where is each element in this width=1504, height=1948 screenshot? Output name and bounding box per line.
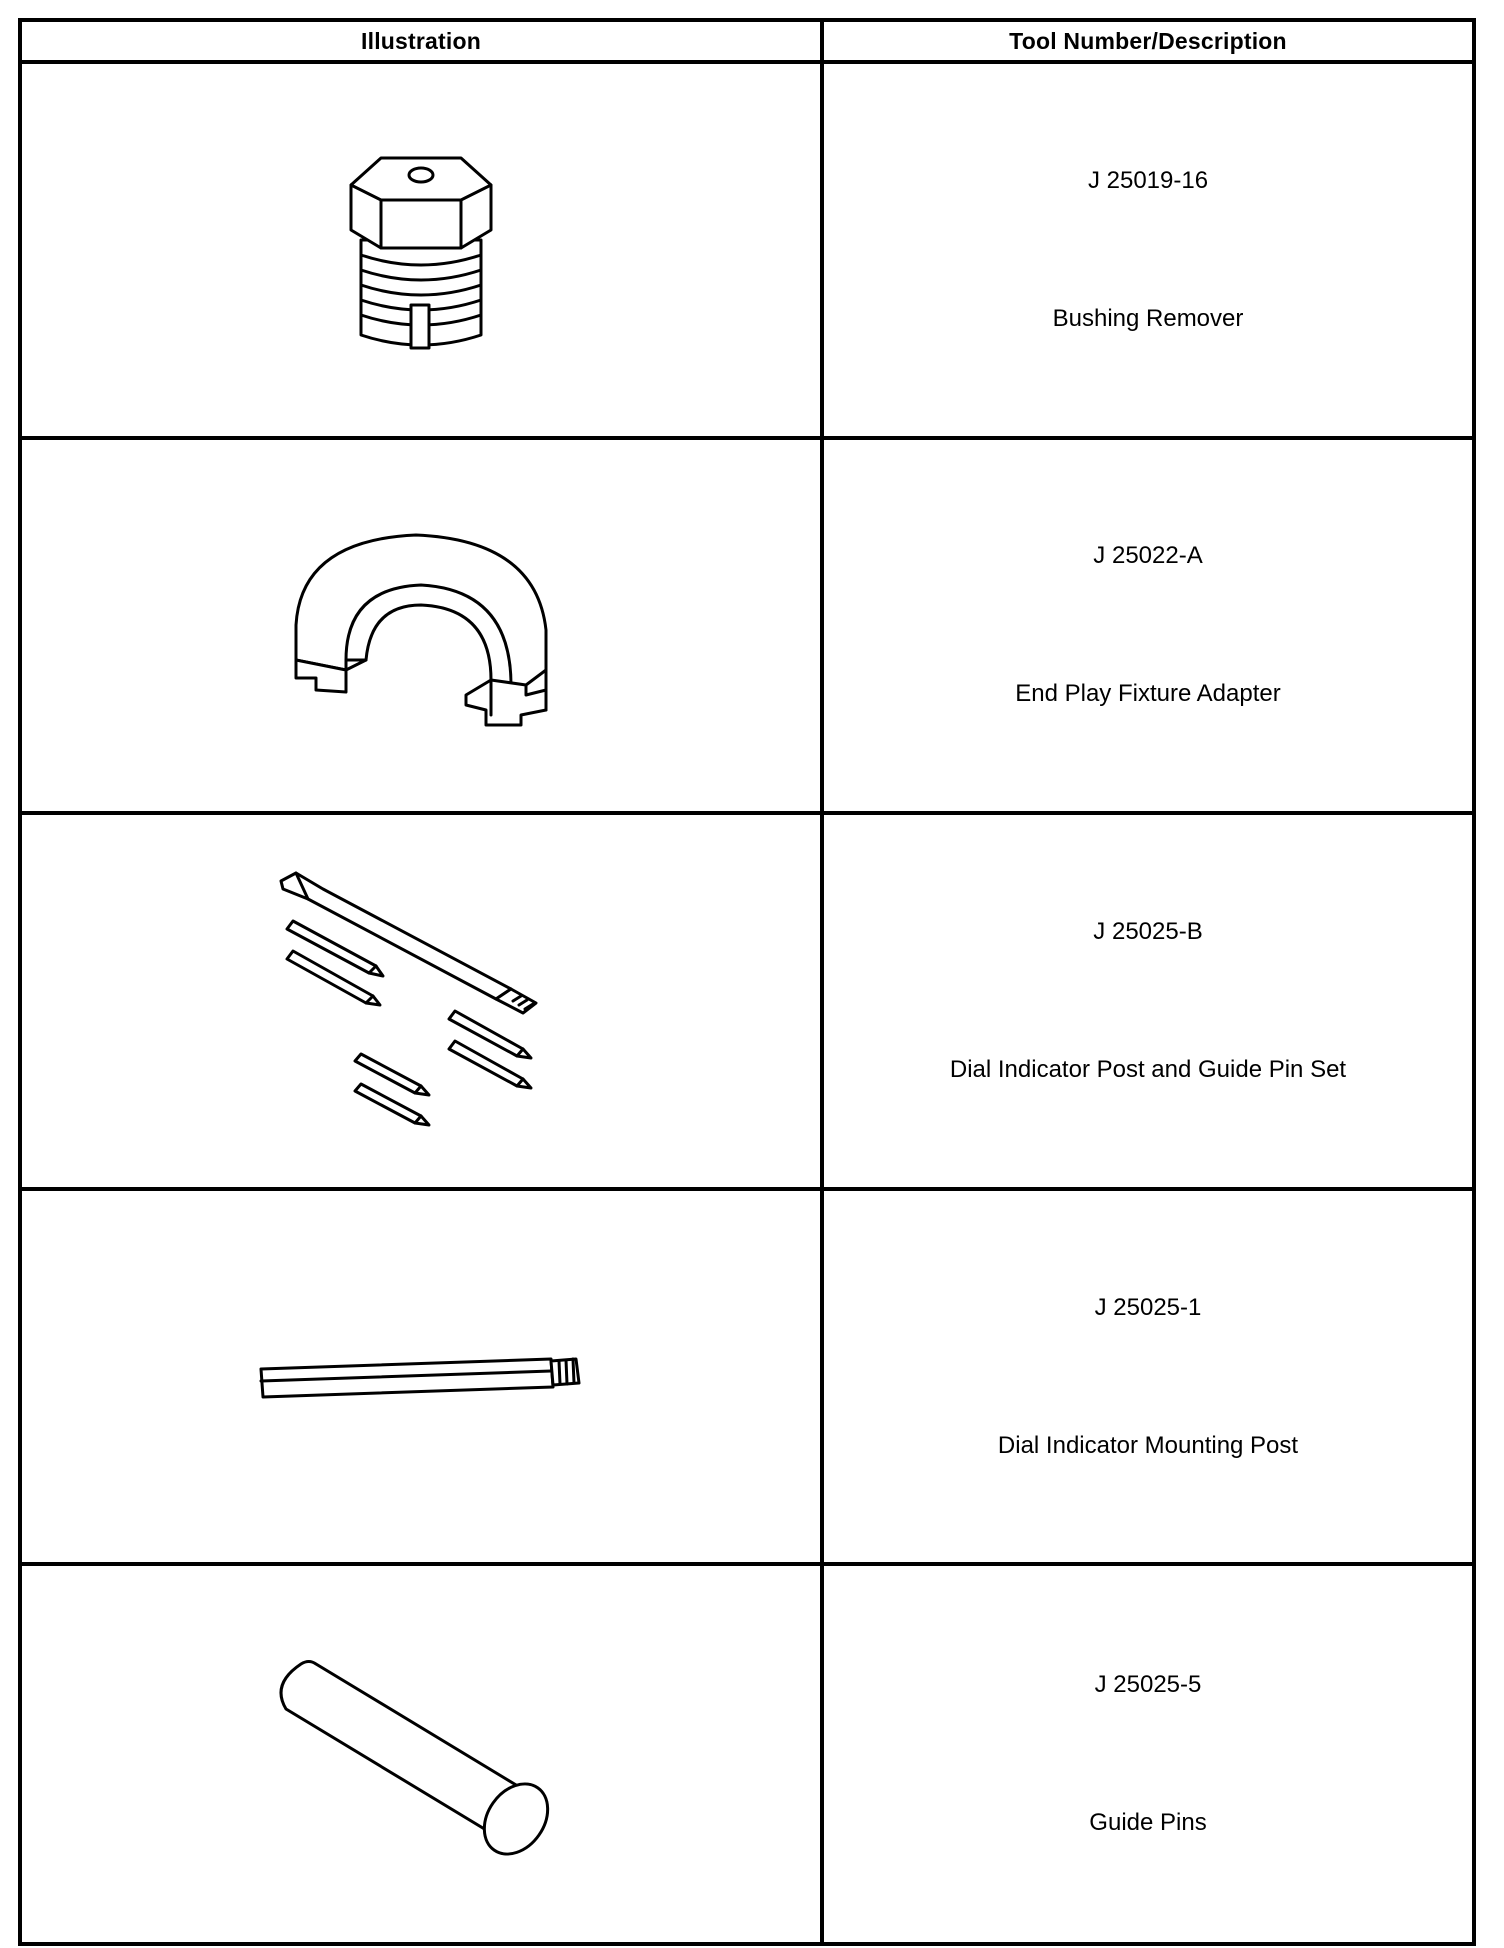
tool-number: J 25019-16	[1087, 166, 1209, 194]
tool-description-cell	[824, 815, 1472, 1191]
dial-indicator-post-and-guide-pin-set-icon	[261, 851, 581, 1151]
bushing-remover-icon	[321, 130, 521, 370]
header-tool-number-description: Tool Number/Description	[824, 22, 1472, 64]
guide-pins-icon	[261, 1634, 581, 1874]
tool-description: Guide Pins	[1089, 1809, 1207, 1837]
tool-description: Dial Indicator Mounting Post	[997, 1431, 1299, 1459]
tool-description-cell	[824, 1191, 1472, 1567]
illustration-cell	[22, 815, 824, 1191]
illustration-cell	[22, 1566, 824, 1942]
tool-number: J 25022-A	[1093, 542, 1203, 570]
tool-number: J 25025-1	[1094, 1293, 1202, 1321]
dial-indicator-mounting-post-icon	[251, 1337, 591, 1417]
tool-description-cell	[824, 440, 1472, 816]
end-play-fixture-adapter-icon	[276, 510, 566, 740]
tool-number: J 25025-B	[1093, 917, 1203, 945]
tool-description: Dial Indicator Post and Guide Pin Set	[949, 1055, 1347, 1083]
illustration-cell	[22, 64, 824, 440]
tool-description-cell	[824, 1566, 1472, 1942]
tool-description-cell	[824, 64, 1472, 440]
tool-number: J 25025-5	[1094, 1671, 1202, 1699]
illustration-cell	[22, 1191, 824, 1567]
special-tools-table	[18, 18, 1476, 1946]
tool-description: Bushing Remover	[1052, 304, 1244, 332]
header-illustration: Illustration	[22, 22, 824, 64]
illustration-cell	[22, 440, 824, 816]
tool-description: End Play Fixture Adapter	[1015, 680, 1281, 708]
